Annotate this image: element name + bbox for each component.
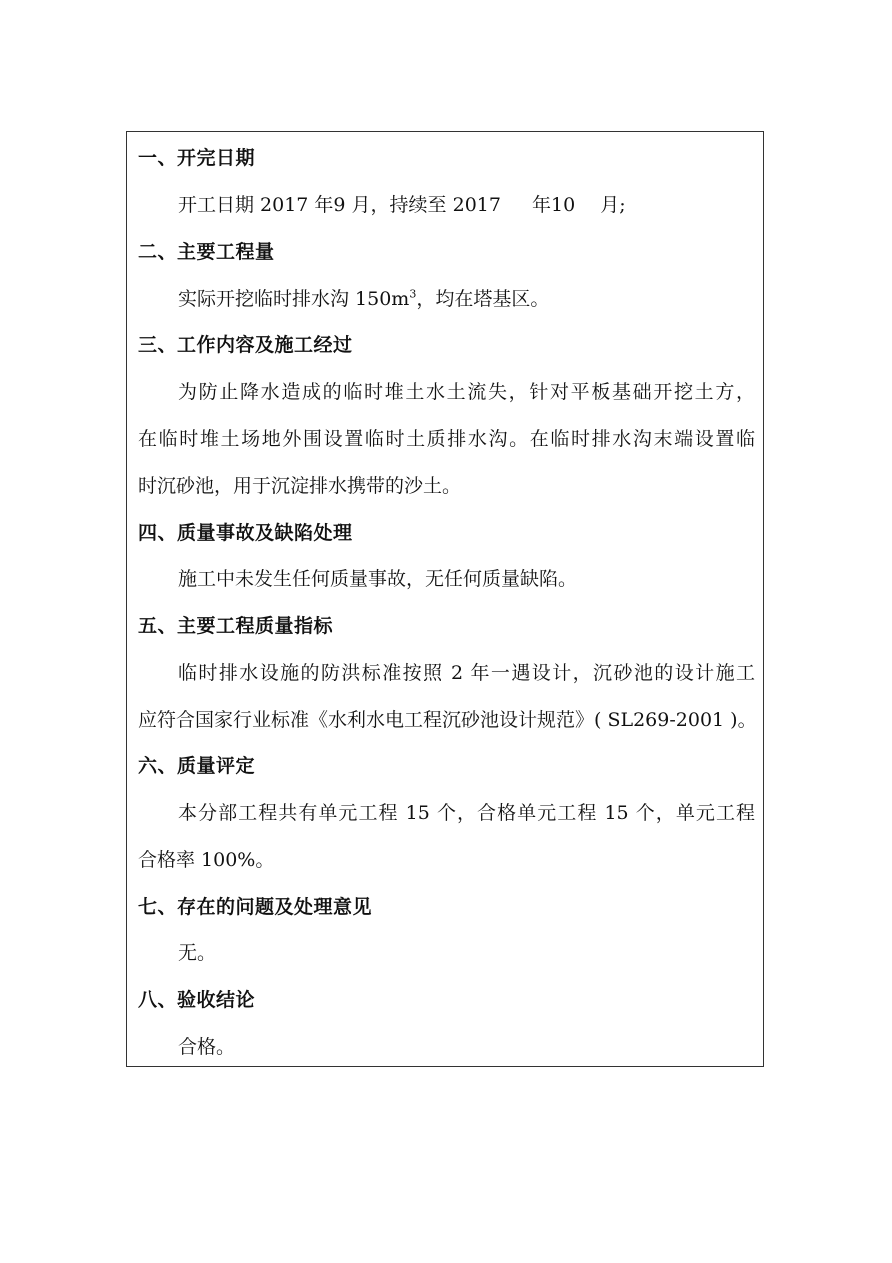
quality-indicators-line-2: 应符合国家行业标准《水利水电工程沉砂池设计规范》( SL269-2001 )。 (138, 709, 757, 731)
work-content-line-2: 在临时堆土场地外围设置临时土质排水沟。在临时排水沟末端设置临 (138, 428, 755, 450)
section-heading-work-content: 三、工作内容及施工经过 (138, 334, 353, 356)
section-heading-dates: 一、开完日期 (138, 147, 256, 169)
section-heading-issues: 七、存在的问题及处理意见 (138, 896, 373, 918)
work-content-line-1: 为防止降水造成的临时堆土水土流失，针对平板基础开挖土方， (178, 381, 755, 403)
quantity-text-tail: ，均在塔基区。 (416, 288, 550, 310)
section-heading-quality-incidents: 四、质量事故及缺陷处理 (138, 522, 353, 544)
quantity-unit-superscript: 3 (409, 287, 417, 301)
section-heading-quantity: 二、主要工程量 (138, 241, 275, 263)
acceptance-content-box (126, 131, 764, 1067)
quantity-text-main: 实际开挖临时排水沟 150m (178, 288, 410, 310)
conclusion-text: 合格。 (178, 1036, 236, 1058)
issues-text: 无。 (178, 942, 217, 964)
quality-rating-line-2: 合格率 100%。 (138, 849, 275, 871)
quality-incidents-text: 施工中未发生任何质量事故，无任何质量缺陷。 (178, 568, 578, 590)
work-content-line-3: 时沉砂池，用于沉淀排水携带的沙土。 (138, 475, 462, 497)
dates-text: 开工日期 2017 年9 月，持续至 2017 年10 月; (178, 194, 626, 216)
quantity-text (178, 287, 755, 311)
quality-rating-line-1: 本分部工程共有单元工程 15 个，合格单元工程 15 个，单元工程 (178, 802, 755, 824)
section-heading-conclusion: 八、验收结论 (138, 989, 256, 1011)
quality-indicators-line-1: 临时排水设施的防洪标准按照 2 年一遇设计，沉砂池的设计施工 (178, 662, 755, 684)
section-heading-quality-rating: 六、质量评定 (138, 755, 256, 777)
section-heading-quality-indicators: 五、主要工程质量指标 (138, 615, 334, 637)
